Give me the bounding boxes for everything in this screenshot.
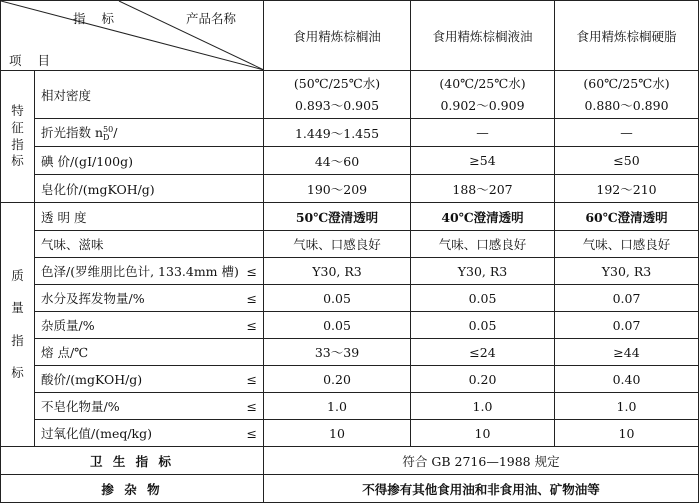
row-peroxide <box>1 420 699 447</box>
product-col-oil: 食用精炼棕榈油 <box>264 1 411 71</box>
row-iodine <box>1 147 699 175</box>
moisture-oil: 0.05 <box>264 285 411 312</box>
melting-label: 熔 点/℃ <box>41 345 89 360</box>
row-impurity <box>1 312 699 339</box>
unsap-oil: 1.0 <box>264 393 411 420</box>
peroxide-le: ≤ <box>246 425 257 441</box>
refraction-oil: 1.449～1.455 <box>264 119 411 147</box>
acid-label: 酸价/(mgKOH/g) <box>41 372 143 387</box>
refraction-olein: — <box>411 119 555 147</box>
acid-oil: 0.20 <box>264 366 411 393</box>
row-moisture <box>1 285 699 312</box>
peroxide-label: 过氧化值/(meq/kg) <box>41 426 153 441</box>
odor-label: 气味、滋味 <box>41 237 104 252</box>
moisture-le: ≤ <box>246 290 257 306</box>
row-odor <box>1 231 699 258</box>
iodine-label: 碘 价/(gI/100g) <box>41 153 133 169</box>
acid-le: ≤ <box>246 371 257 387</box>
row-saponification <box>1 175 699 203</box>
hygiene-value: 符合 GB 2716—1988 规定 <box>264 447 699 475</box>
saponification-stearin: 192～210 <box>555 175 699 203</box>
melting-stearin: ≥44 <box>555 339 699 366</box>
peroxide-olein: 10 <box>411 420 555 447</box>
adulterant-value: 不得掺有其他食用油和非食用油、矿物油等 <box>264 475 699 503</box>
product-col-stearin: 食用精炼棕榈硬脂 <box>555 1 699 71</box>
row-density <box>1 71 699 119</box>
unsap-le: ≤ <box>246 398 257 414</box>
refraction-stearin: — <box>555 119 699 147</box>
density-olein: (40℃/25℃水) 0.902～0.909 <box>411 71 555 119</box>
product-name-label: 产品名称 <box>186 11 237 26</box>
clarity-olein: 40℃澄清透明 <box>411 203 555 231</box>
saponification-olein: 188～207 <box>411 175 555 203</box>
impurity-olein: 0.05 <box>411 312 555 339</box>
row-clarity <box>1 203 699 231</box>
color-oil: Y30, R3 <box>264 258 411 285</box>
density-label: 相对密度 <box>41 87 92 103</box>
melting-oil: 33～39 <box>264 339 411 366</box>
group-quality: 质 量 指 标 <box>1 203 35 447</box>
odor-oil: 气味、口感良好 <box>264 231 411 258</box>
hygiene-label: 卫 生 指 标 <box>1 447 264 475</box>
saponification-oil: 190～209 <box>264 175 411 203</box>
iodine-oil: 44～60 <box>264 147 411 175</box>
saponification-label: 皂化价/(mgKOH/g) <box>41 181 155 197</box>
unsap-stearin: 1.0 <box>555 393 699 420</box>
color-stearin: Y30, R3 <box>555 258 699 285</box>
odor-olein: 气味、口感良好 <box>411 231 555 258</box>
impurity-stearin: 0.07 <box>555 312 699 339</box>
acid-olein: 0.20 <box>411 366 555 393</box>
clarity-label: 透 明 度 <box>41 209 87 225</box>
row-refraction <box>1 119 699 147</box>
header-row <box>1 1 699 71</box>
impurity-le: ≤ <box>246 317 257 333</box>
peroxide-oil: 10 <box>264 420 411 447</box>
row-hygiene <box>1 447 699 475</box>
product-col-olein: 食用精炼棕榈液油 <box>411 1 555 71</box>
acid-stearin: 0.40 <box>555 366 699 393</box>
moisture-olein: 0.05 <box>411 285 555 312</box>
refraction-label: 折光指数 n 50 D / <box>41 124 118 142</box>
item-label: 项 目 <box>9 53 56 68</box>
color-olein: Y30, R3 <box>411 258 555 285</box>
row-melting <box>1 339 699 366</box>
clarity-oil: 50℃澄清透明 <box>264 203 411 231</box>
row-unsaponifiable <box>1 393 699 420</box>
group-characteristic: 特 征 指 标 <box>1 71 35 203</box>
unsap-label: 不皂化物量/% <box>41 399 120 414</box>
moisture-stearin: 0.07 <box>555 285 699 312</box>
iodine-olein: ≥54 <box>411 147 555 175</box>
impurity-label: 杂质量/% <box>41 318 95 333</box>
odor-stearin: 气味、口感良好 <box>555 231 699 258</box>
moisture-label: 水分及挥发物量/% <box>41 291 145 306</box>
impurity-oil: 0.05 <box>264 312 411 339</box>
row-color <box>1 258 699 285</box>
indicator-label: 指 标 <box>73 11 120 26</box>
color-le: ≤ <box>246 263 257 279</box>
row-adulterant <box>1 475 699 503</box>
adulterant-label: 掺 杂 物 <box>1 475 264 503</box>
melting-olein: ≤24 <box>411 339 555 366</box>
color-label: 色泽/(罗维朋比色计, 133.4mm 槽) <box>41 264 239 279</box>
diagonal-header-cell <box>1 1 264 71</box>
peroxide-stearin: 10 <box>555 420 699 447</box>
unsap-olein: 1.0 <box>411 393 555 420</box>
row-acid <box>1 366 699 393</box>
clarity-stearin: 60℃澄清透明 <box>555 203 699 231</box>
density-oil: (50℃/25℃水) 0.893～0.905 <box>264 71 411 119</box>
density-stearin: (60℃/25℃水) 0.880～0.890 <box>555 71 699 119</box>
iodine-stearin: ≤50 <box>555 147 699 175</box>
